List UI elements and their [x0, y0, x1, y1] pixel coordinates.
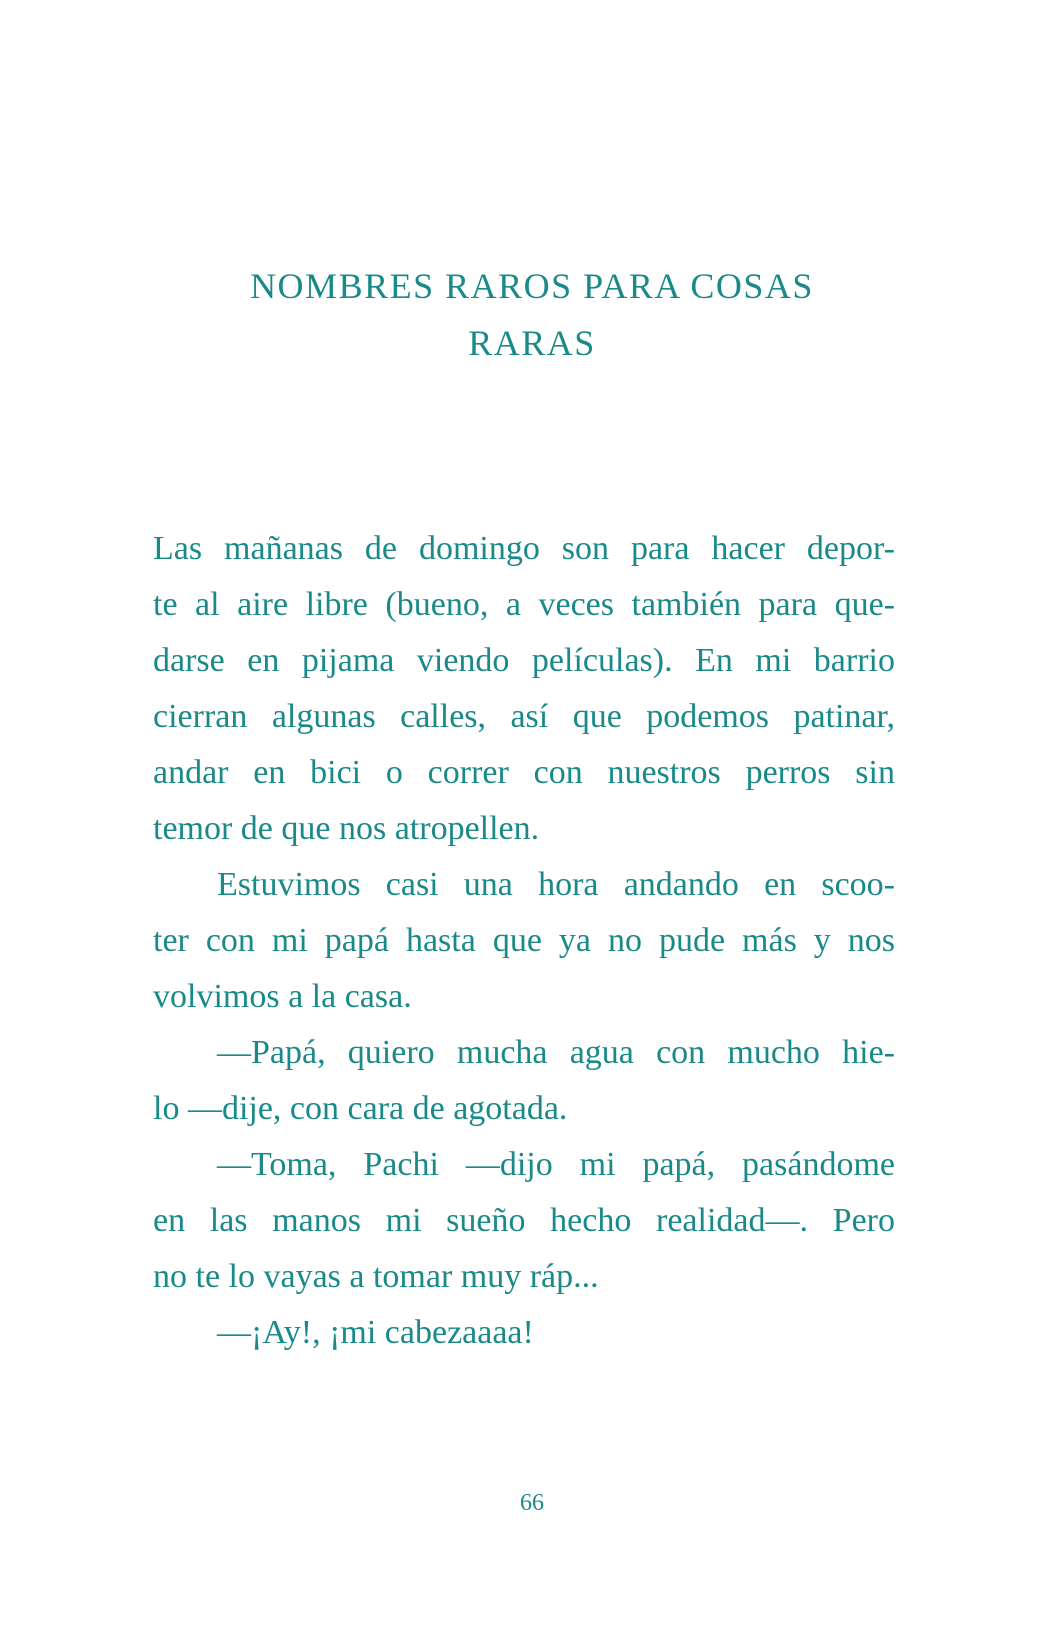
text-line: —¡Ay!, ¡mi cabezaaaa! — [217, 1314, 534, 1351]
text-line: lo —dije, con cara de agotada. — [153, 1090, 568, 1127]
text-line: Estuvimos casi una hora andando en scoo- — [217, 866, 895, 903]
text-line: cierran algunas calles, así que podemos patinar, — [153, 698, 895, 735]
text-line: andar en bici o correr con nuestros perros sin — [153, 754, 895, 791]
chapter-title-line-1: NOMBRES RAROS PARA COSAS — [250, 266, 814, 306]
text-line: —Toma, Pachi —dijo mi papá, pasándome — [217, 1146, 895, 1183]
page-number: 66 — [520, 1490, 544, 1516]
text-line: en las manos mi sueño hecho realidad—. Pero — [153, 1202, 895, 1239]
text-line: darse en pijama viendo películas). En mi barrio — [153, 642, 895, 679]
chapter-title-line-2: RARAS — [468, 323, 596, 363]
text-line: —Papá, quiero mucha agua con mucho hie- — [217, 1034, 895, 1071]
body-text — [153, 521, 895, 1361]
text-line: ter con mi papá hasta que ya no pude más y nos — [153, 922, 895, 959]
text-line: te al aire libre (bueno, a veces también para que- — [153, 586, 895, 623]
text-line: temor de que nos atropellen. — [153, 810, 540, 847]
chapter-title — [150, 258, 914, 372]
text-line: volvimos a la casa. — [153, 978, 412, 1015]
text-line: Las mañanas de domingo son para hacer depor- — [153, 530, 895, 567]
text-line: no te lo vayas a tomar muy ráp... — [153, 1258, 599, 1295]
